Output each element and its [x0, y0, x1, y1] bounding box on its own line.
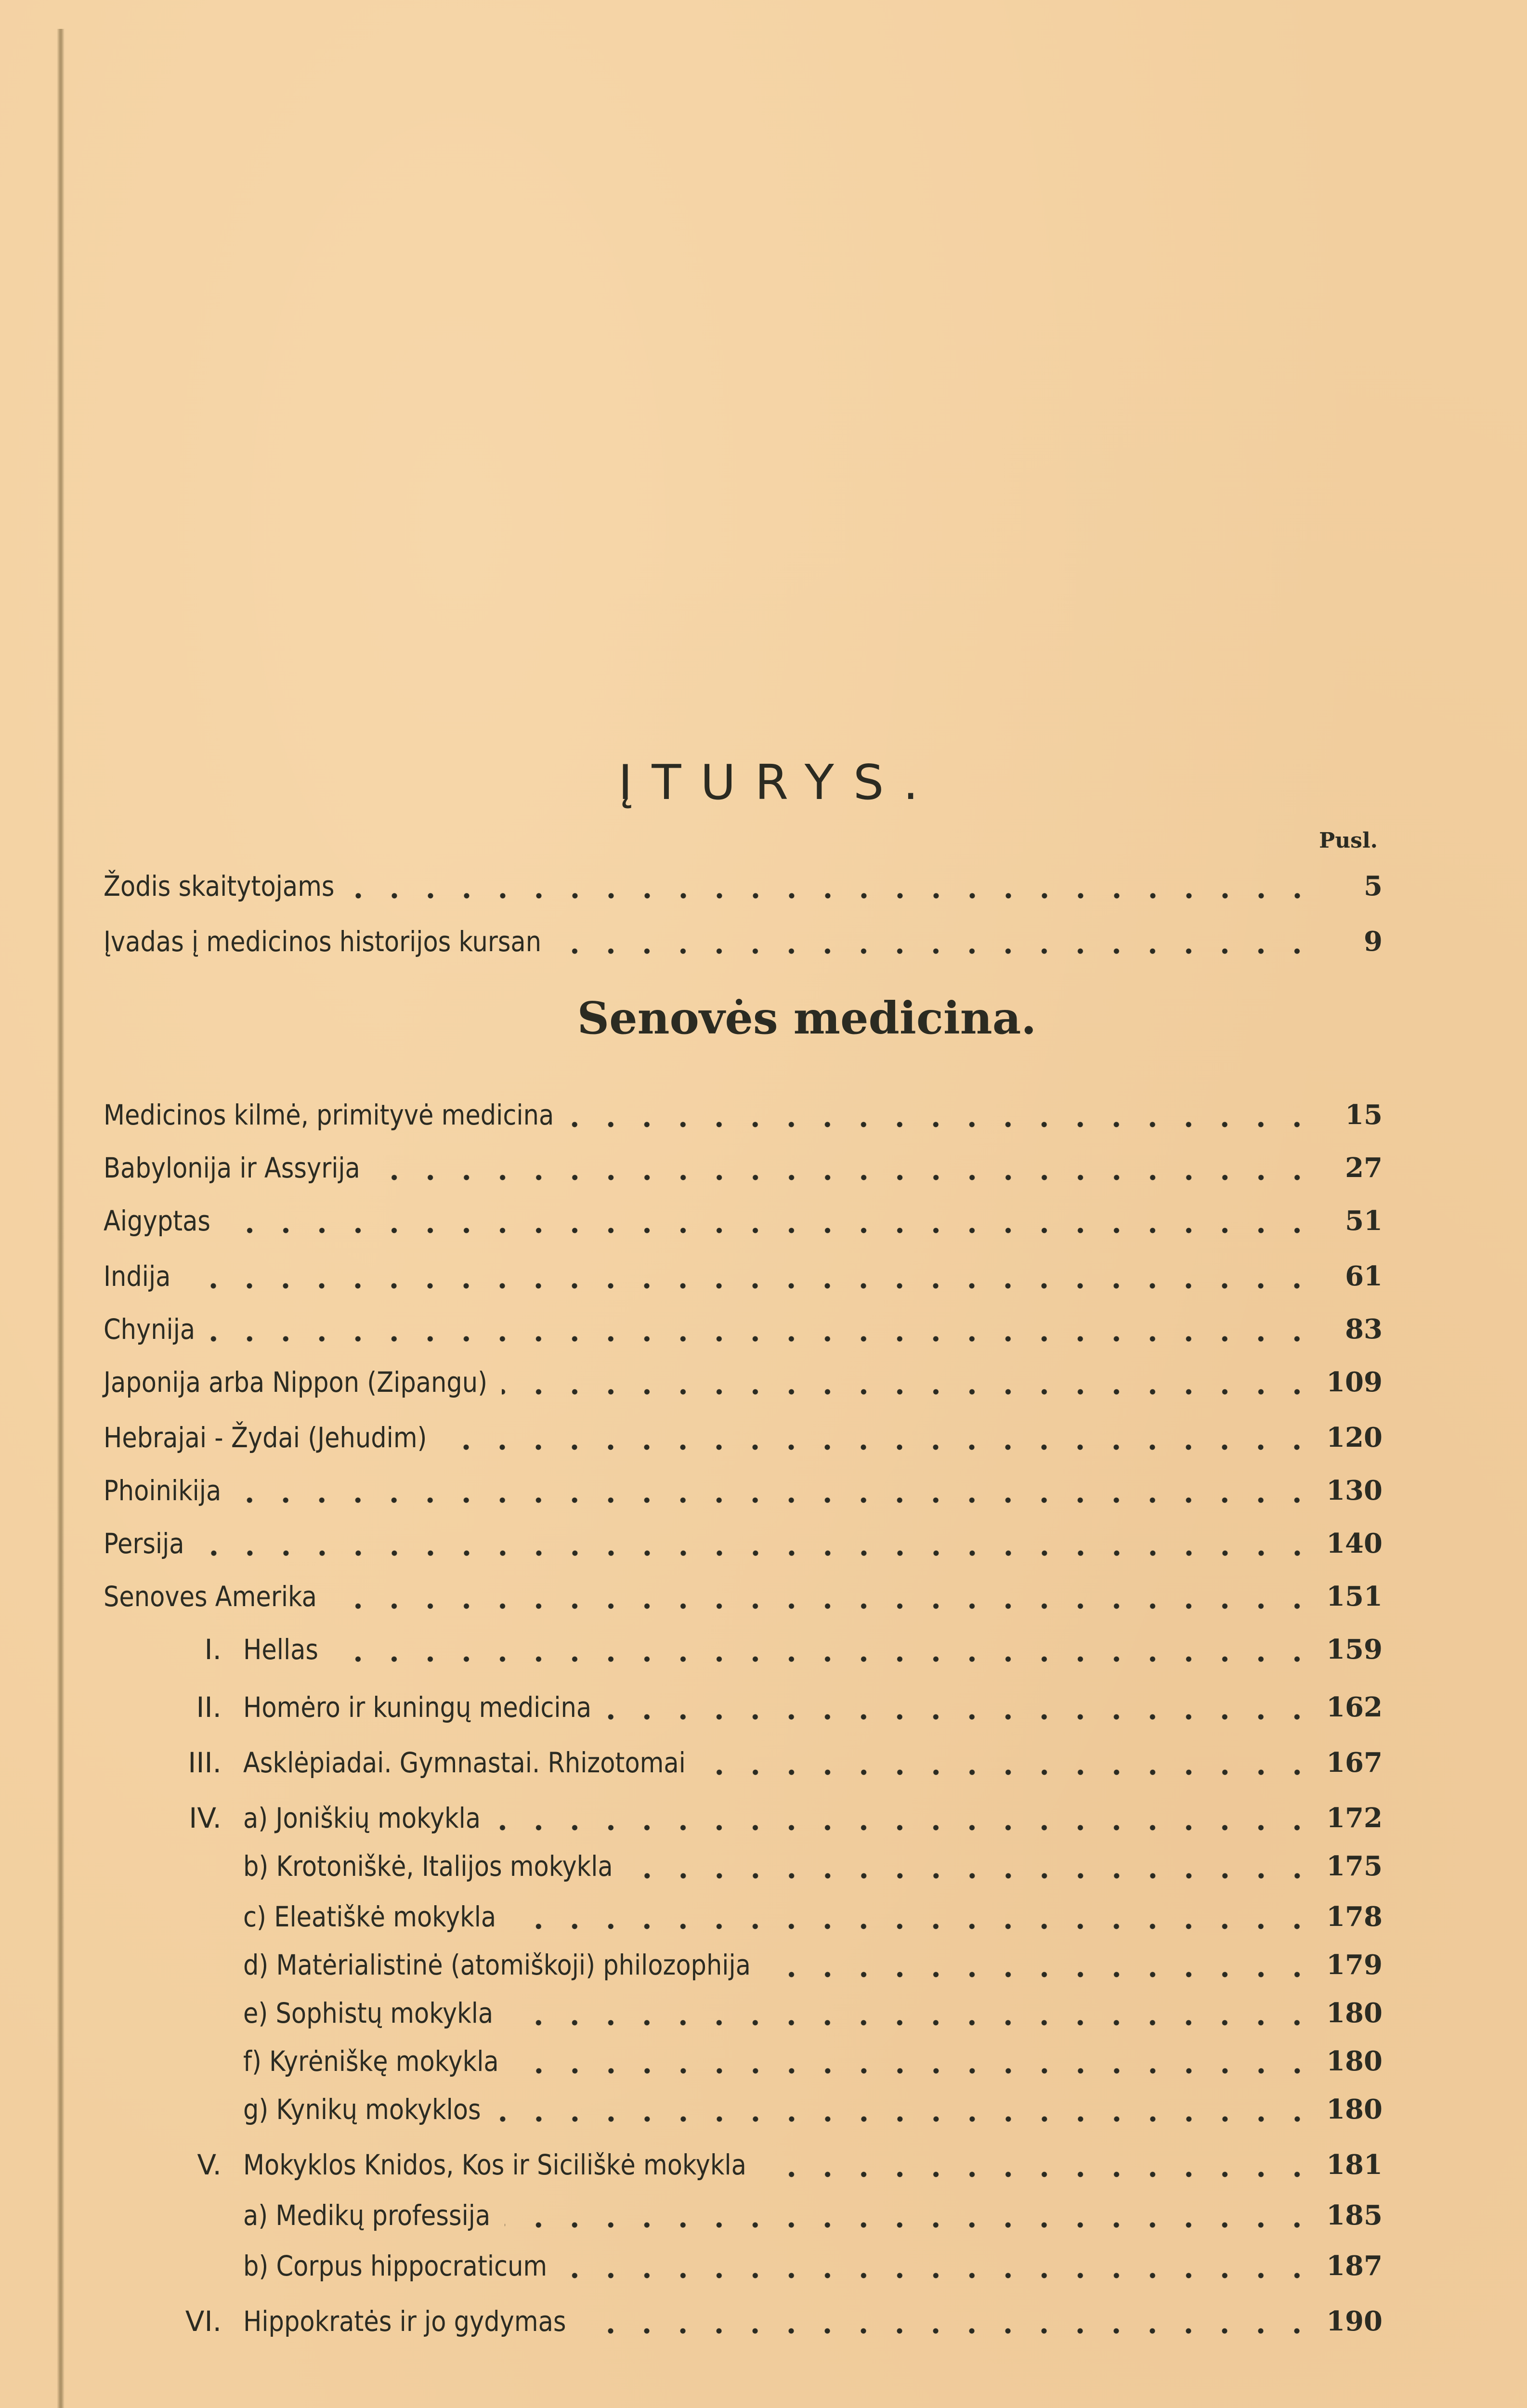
toc-entry	[0, 1847, 1527, 1885]
dot-leader	[765, 1946, 1315, 1984]
page-title: ĮTURYS.	[618, 754, 938, 811]
toc-entry	[0, 1202, 1527, 1240]
entry-page-number: 15	[1345, 1099, 1383, 1131]
entry-page-number: 181	[1326, 2149, 1383, 2181]
entry-title: Persija	[104, 1527, 184, 1560]
toc-entry	[0, 1149, 1527, 1187]
toc-entry	[0, 1310, 1527, 1348]
entry-page-number: 151	[1326, 1581, 1383, 1612]
entry-title: a) Joniškių mokykla	[243, 1802, 481, 1834]
entry-title: Aigyptas	[104, 1204, 210, 1237]
toc-entry	[0, 2146, 1527, 2184]
entry-number: V.	[197, 2148, 222, 2181]
entry-title: Senoves Amerika	[104, 1580, 317, 1613]
entry-title: c) Eleatiškė mokykla	[243, 1900, 496, 1933]
entry-page-number: 5	[1364, 870, 1383, 902]
toc-entry	[0, 1688, 1527, 1727]
toc-entry	[0, 2302, 1527, 2341]
dot-leader	[502, 1363, 1315, 1401]
entry-page-number: 51	[1345, 1205, 1383, 1237]
entry-page-number: 162	[1326, 1691, 1383, 1723]
dot-leader	[495, 1799, 1315, 1837]
dot-leader	[496, 2090, 1315, 2129]
toc-entry	[0, 1743, 1527, 1782]
entry-page-number: 167	[1326, 1747, 1383, 1779]
toc-entry	[0, 1471, 1527, 1510]
entry-page-number: 120	[1326, 1422, 1383, 1453]
toc-entry	[0, 1524, 1527, 1563]
toc-entry	[0, 2196, 1527, 2235]
dot-leader	[185, 1257, 1315, 1296]
toc-front-entry	[0, 867, 1527, 905]
entry-title: Japonija arba Nippon (Zipangu)	[104, 1366, 488, 1399]
toc-entry	[0, 1577, 1527, 1616]
toc-entry	[0, 1799, 1527, 1837]
entry-page-number: 172	[1326, 1802, 1383, 1834]
toc-entry	[0, 1418, 1527, 1457]
entry-title: Įvadas į medicinos historijos kursan	[104, 925, 542, 958]
entry-title: b) Krotoniškė, Italijos mokykla	[243, 1850, 613, 1883]
entry-page-number: 159	[1326, 1634, 1383, 1665]
entry-page-number: 9	[1364, 926, 1383, 957]
toc-entry	[0, 1630, 1527, 1669]
toc-front-entry	[0, 922, 1527, 961]
dot-leader	[561, 2247, 1315, 2285]
entry-page-number: 109	[1326, 1366, 1383, 1398]
entry-title: Hippokratės ir jo gydymas	[243, 2305, 566, 2338]
dot-leader	[235, 1471, 1315, 1510]
entry-page-number: 187	[1326, 2250, 1383, 2282]
dot-leader	[761, 2146, 1315, 2184]
entry-title: Homėro ir kuningų medicina	[243, 1691, 592, 1724]
dot-leader	[375, 1149, 1315, 1187]
dot-leader	[627, 1847, 1315, 1885]
dot-leader	[606, 1688, 1315, 1727]
entry-page-number: 180	[1326, 2094, 1383, 2125]
dot-leader	[349, 867, 1315, 905]
entry-title: Chynija	[104, 1313, 196, 1346]
entry-number: III.	[188, 1746, 222, 1779]
dot-leader	[508, 1994, 1315, 2032]
dot-leader	[209, 1310, 1315, 1348]
dot-leader	[225, 1202, 1315, 1240]
page-column-label: Pusl.	[1319, 828, 1378, 853]
dot-leader	[580, 2302, 1315, 2341]
toc-entry	[0, 1994, 1527, 2032]
entry-title: Indija	[104, 1260, 171, 1293]
entry-page-number: 175	[1326, 1850, 1383, 1882]
toc-entry	[0, 1363, 1527, 1401]
entry-number: II.	[196, 1691, 222, 1724]
entry-page-number: 179	[1326, 1949, 1383, 1981]
toc-entry	[0, 1898, 1527, 1936]
entry-title: e) Sophistų mokykla	[243, 1997, 494, 2029]
entry-page-number: 83	[1345, 1313, 1383, 1345]
entry-title: g) Kynikų mokyklos	[243, 2093, 481, 2126]
entry-title: f) Kyrėniškę mokykla	[243, 2045, 499, 2078]
toc-entry	[0, 2042, 1527, 2081]
dot-leader	[510, 1898, 1315, 1936]
dot-leader	[199, 1524, 1315, 1563]
dot-leader	[513, 2042, 1315, 2081]
entry-title: Babylonija ir Assyrija	[104, 1152, 360, 1184]
entry-number: IV.	[189, 1802, 222, 1834]
dot-leader	[333, 1630, 1315, 1669]
dot-leader	[556, 922, 1315, 961]
entry-page-number: 190	[1326, 2305, 1383, 2337]
entry-title: Hebrajai - Žydai (Jehudim)	[104, 1421, 427, 1454]
entry-page-number: 61	[1345, 1260, 1383, 1292]
entry-page-number: 140	[1326, 1528, 1383, 1559]
dot-leader	[505, 2196, 1315, 2235]
section-heading: Senovės medicina.	[577, 992, 1037, 1044]
entry-title: Hellas	[243, 1633, 319, 1666]
toc-entry	[0, 1257, 1527, 1296]
entry-page-number: 130	[1326, 1475, 1383, 1506]
entry-page-number: 185	[1326, 2199, 1383, 2231]
entry-page-number: 178	[1326, 1901, 1383, 1933]
toc-entry	[0, 2247, 1527, 2285]
entry-title: d) Matėrialistinė (atomiškoji) philozophija	[243, 1949, 751, 1981]
entry-number: I.	[204, 1633, 222, 1666]
entry-title: Asklėpiadai. Gymnastai. Rhizotomai	[243, 1746, 686, 1779]
dot-leader	[568, 1096, 1315, 1134]
entry-title: Phoinikija	[104, 1474, 222, 1507]
entry-page-number: 180	[1326, 1997, 1383, 2029]
entry-number: VI.	[185, 2305, 222, 2338]
dot-leader	[441, 1418, 1315, 1457]
toc-entry	[0, 2090, 1527, 2129]
entry-page-number: 180	[1326, 2045, 1383, 2077]
dot-leader	[700, 1743, 1315, 1782]
entry-title: a) Medikų professija	[243, 2199, 491, 2232]
entry-title: Medicinos kilmė, primityvė medicina	[104, 1099, 554, 1131]
dot-leader	[331, 1577, 1315, 1616]
toc-entry	[0, 1096, 1527, 1134]
entry-title: Žodis skaitytojams	[104, 870, 335, 903]
entry-title: Mokyklos Knidos, Kos ir Siciliškė mokykla	[243, 2148, 746, 2181]
entry-page-number: 27	[1345, 1152, 1383, 1184]
entry-title: b) Corpus hippocraticum	[243, 2250, 548, 2282]
toc-entry	[0, 1946, 1527, 1984]
